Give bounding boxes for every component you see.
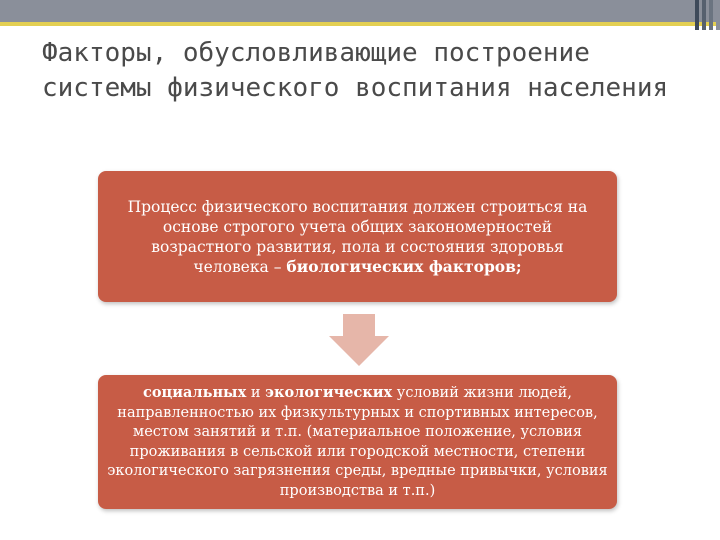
slide-title: Факторы, обусловливающие построение системы физического воспитания населения	[42, 38, 669, 103]
box2-bold-ecological: экологических	[265, 384, 393, 401]
biological-factors-text	[114, 197, 601, 277]
header-stripes	[686, 0, 720, 30]
box2-text: условий жизни людей, направленностью их физкультурных и спортивных интересов, местом занятий и т.п. (материальное положение, условия проживания в сельской или городской местности, степени экологического загрязнения среды, вредные привычки, условия производства и т.п.)	[107, 385, 608, 499]
box1-text: Процесс физического воспитания должен строиться на основе строгого учета общих закономерностей возрастного развития, пола и состояния здоровья человека –	[127, 197, 588, 276]
social-ecological-factors-text	[104, 383, 611, 501]
biological-factors-box	[98, 171, 617, 302]
header-accent-line	[0, 22, 720, 26]
down-arrow-icon	[329, 314, 389, 366]
box1-bold: биологических факторов;	[286, 256, 522, 276]
header-bar	[0, 0, 720, 22]
social-ecological-factors-box	[98, 375, 617, 509]
box2-and: и	[250, 385, 261, 401]
box2-bold-social: социальных	[143, 384, 247, 401]
